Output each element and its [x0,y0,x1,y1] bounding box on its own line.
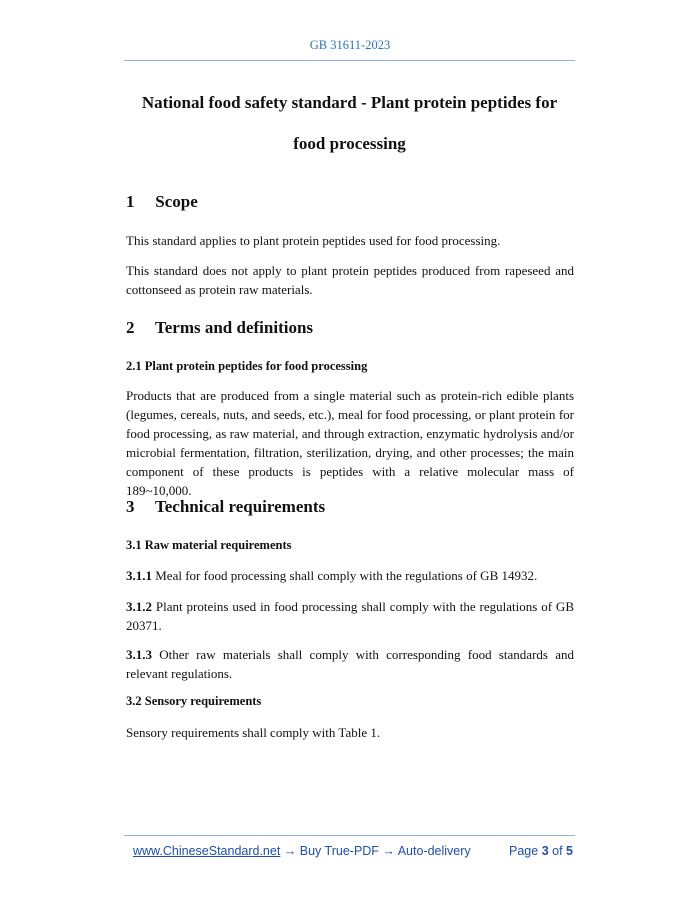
sensory-paragraph: Sensory requirements shall comply with Table 1. [126,725,381,740]
clause-3-1-2 [126,597,574,635]
subsection-3-2-heading: 3.2 Sensory requirements [126,694,262,708]
subsection-3-1-heading: 3.1 Raw material requirements [126,538,292,552]
title-line-2: food processing [293,134,406,153]
page-label: Page [509,844,539,858]
scope-paragraph-2: This standard does not apply to plant protein peptides produced from rapeseed and cottonseed as protein raw materials. [126,263,574,297]
page-footer [133,844,573,862]
clause-3-1-3 [126,645,574,683]
clause-number: 3.1.2 [126,599,152,614]
clause-number: 3.1.3 [126,647,152,662]
section-number: 3 [126,497,135,516]
clause-text: Other raw materials shall comply with corresponding food standards and relevant regulations. [126,647,574,681]
definition-paragraph: Products that are produced from a single material such as protein-rich edible plants (legumes, cereals, nuts, and seeds, etc.), meal for food processing, or plant protein for food processing, as raw material, and through extraction, enzymatic hydrolysis and/or microbial fermentation, filtration, sterilization, drying, and other processes; the main component of these products is peptides with a relative molecular mass of 189~10,000. [126,388,574,498]
section-technical-heading [126,497,325,517]
clause-number: 3.1.1 [126,568,152,583]
page-total: 5 [566,844,573,858]
section-scope-heading [126,192,198,212]
clause-text: Plant proteins used in food processing shall comply with the regulations of GB 20371. [126,599,574,633]
section-terms-heading [126,318,313,338]
page-of: of [552,844,563,858]
section-number: 2 [126,318,135,337]
title-line-1: National food safety standard - Plant protein peptides for [141,93,558,112]
chinesestandard-link[interactable]: www.ChineseStandard.net [133,844,281,858]
footer-divider [124,835,575,836]
section-number: 1 [126,192,135,211]
document-title [124,82,575,164]
header-divider [124,60,575,61]
subsection-2-1-heading: 2.1 Plant protein peptides for food processing [126,359,368,373]
scope-paragraph-1: This standard applies to plant protein peptides used for food processing. [126,233,501,248]
section-title: Scope [155,192,198,211]
clause-text: Meal for food processing shall comply with the regulations of GB 14932. [152,568,538,583]
footer-promo-text: → Buy True-PDF → Auto-delivery [280,844,471,858]
section-title: Terms and definitions [154,318,314,337]
standard-code-header: GB 31611-2023 [309,38,391,52]
page-current: 3 [541,844,549,858]
clause-3-1-1 [126,566,574,585]
page-indicator [509,844,573,858]
section-title: Technical requirements [154,497,326,516]
